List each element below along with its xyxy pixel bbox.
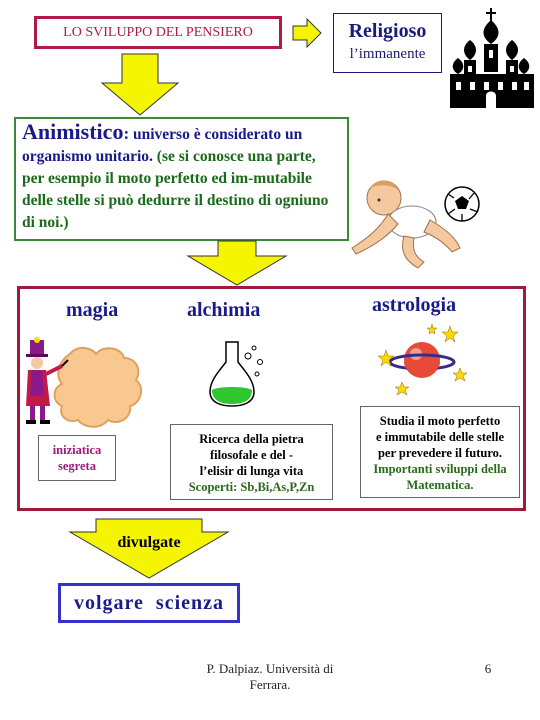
astrologia-note-line: Studia il moto perfetto (379, 414, 501, 428)
alchimia-discoveries: Scoperti: Sb,Bi,As,P,Zn (188, 480, 315, 494)
volgare-scienza-box (58, 583, 240, 623)
religioso-subtitle: l’immanente (349, 46, 426, 62)
astrologia-heading: astrologia (372, 294, 457, 316)
arrow-down-icon (186, 240, 288, 286)
alchimia-note-line: filosofale e del - (210, 448, 293, 462)
alchimia-heading: alchimia (187, 299, 261, 321)
astrologia-note-line: e immutabile delle stelle (375, 430, 505, 444)
title-box (34, 16, 282, 49)
footer-author-line: Ferrara. (249, 677, 291, 692)
magia-note-line: iniziatica (52, 443, 102, 457)
footer-author-line: P. Dalpiaz. Università di (206, 661, 334, 676)
alchimia-note-line: Ricerca della pietra (199, 432, 304, 446)
baby-with-ball-icon (344, 176, 486, 276)
arrow-right-icon (292, 18, 322, 48)
animistico-colon: : (123, 124, 130, 143)
page-number: 6 (484, 661, 492, 676)
page-title: LO SVILUPPO DEL PENSIERO (63, 24, 253, 40)
footer-author (190, 661, 350, 693)
magician-icon (22, 336, 154, 430)
arrow-down-icon (100, 53, 180, 117)
astrologia-note (360, 406, 520, 498)
planet-icon (372, 320, 472, 400)
magia-heading: magia (66, 299, 119, 321)
astrologia-developments: Matematica. (406, 478, 474, 492)
animistico-definition: universo è considerato un organismo unitario. (22, 126, 303, 165)
religioso-box (333, 13, 442, 73)
animistico-box (14, 117, 349, 241)
alchimia-note (170, 424, 333, 500)
alchimia-note-line: l’elisir di lunga vita (199, 464, 304, 478)
flask-icon (208, 340, 268, 408)
magia-note-line: segreta (58, 459, 96, 473)
volgare-scienza-label: volgare scienza (73, 591, 225, 614)
cathedral-icon (448, 6, 536, 110)
animistico-detail: (se si conosce una parte, per esempio il moto perfetto ed im-mutabile delle stelle si può dedurre il destino di ogniuno di noi.) (22, 148, 329, 231)
magia-note (38, 435, 116, 481)
astrologia-note-line: per prevedere il futuro. (377, 446, 503, 460)
animistico-heading: Animistico (22, 119, 124, 144)
astrologia-developments: Importanti sviluppi della (373, 462, 507, 476)
divulgate-label: divulgate (117, 534, 181, 551)
religioso-title: Religioso (348, 20, 427, 42)
